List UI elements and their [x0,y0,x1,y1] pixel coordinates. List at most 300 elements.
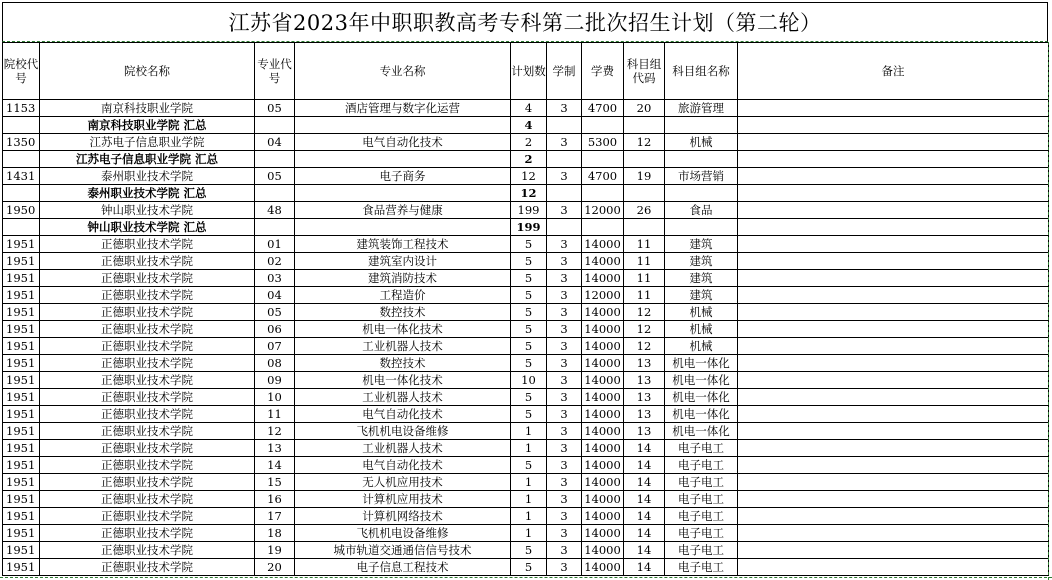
cell-group-name[interactable]: 建筑 [665,270,738,287]
cell-school[interactable]: 正德职业技术学院 [40,457,255,474]
cell-major-code[interactable] [255,219,295,236]
header-note[interactable]: 备注 [738,43,1049,100]
cell-school[interactable]: 钟山职业技术学院 [40,202,255,219]
cell-major[interactable]: 电子信息工程技术 [295,559,511,576]
cell-group-name[interactable]: 电子电工 [665,491,738,508]
cell-major-code[interactable]: 13 [255,440,295,457]
cell-years[interactable] [547,219,582,236]
cell-plan[interactable]: 10 [511,372,547,389]
cell-fee[interactable] [582,151,624,168]
cell-major-code[interactable]: 04 [255,287,295,304]
cell-group-code[interactable]: 26 [624,202,665,219]
cell-group-name[interactable]: 电子电工 [665,542,738,559]
cell-major-code[interactable]: 16 [255,491,295,508]
cell-plan[interactable]: 5 [511,236,547,253]
cell-major[interactable]: 食品营养与健康 [295,202,511,219]
cell-major[interactable] [295,117,511,134]
cell-fee[interactable]: 14000 [582,304,624,321]
cell-group-name[interactable]: 机电一体化 [665,389,738,406]
cell-code[interactable] [3,219,40,236]
cell-group-code[interactable] [624,185,665,202]
cell-group-code[interactable]: 12 [624,321,665,338]
cell-group-code[interactable] [624,151,665,168]
cell-years[interactable]: 3 [547,100,582,117]
cell-plan[interactable]: 5 [511,406,547,423]
cell-years[interactable]: 3 [547,372,582,389]
cell-major-code[interactable]: 18 [255,525,295,542]
cell-school[interactable]: 钟山职业技术学院 汇总 [40,219,255,236]
cell-years[interactable]: 3 [547,168,582,185]
cell-school[interactable]: 正德职业技术学院 [40,236,255,253]
cell-group-name[interactable]: 电子电工 [665,508,738,525]
cell-years[interactable]: 3 [547,321,582,338]
cell-group-code[interactable]: 11 [624,287,665,304]
cell-code[interactable]: 1431 [3,168,40,185]
cell-code[interactable]: 1951 [3,474,40,491]
cell-note[interactable] [738,525,1049,542]
cell-major-code[interactable]: 11 [255,406,295,423]
cell-fee[interactable]: 14000 [582,457,624,474]
cell-group-name[interactable]: 电子电工 [665,457,738,474]
cell-plan[interactable]: 4 [511,117,547,134]
cell-school[interactable]: 正德职业技术学院 [40,270,255,287]
cell-fee[interactable]: 14000 [582,270,624,287]
cell-school[interactable]: 正德职业技术学院 [40,423,255,440]
cell-plan[interactable]: 5 [511,304,547,321]
table-row-total [3,219,1049,236]
cell-years[interactable]: 3 [547,542,582,559]
cell-major[interactable]: 飞机机电设备维修 [295,423,511,440]
cell-group-code[interactable]: 13 [624,372,665,389]
cell-note[interactable] [738,559,1049,576]
cell-group-code[interactable]: 14 [624,542,665,559]
cell-major[interactable]: 电气自动化技术 [295,406,511,423]
cell-years[interactable]: 3 [547,355,582,372]
cell-note[interactable] [738,423,1049,440]
cell-years[interactable]: 3 [547,236,582,253]
table-row [3,542,1049,559]
cell-plan[interactable]: 5 [511,559,547,576]
cell-plan[interactable]: 1 [511,423,547,440]
cell-code[interactable]: 1951 [3,491,40,508]
cell-major[interactable]: 城市轨道交通通信信号技术 [295,542,511,559]
cell-major[interactable]: 酒店管理与数字化运营 [295,100,511,117]
cell-code[interactable]: 1951 [3,270,40,287]
cell-fee[interactable]: 14000 [582,253,624,270]
cell-group-code[interactable]: 13 [624,406,665,423]
cell-major[interactable]: 建筑消防技术 [295,270,511,287]
cell-years[interactable]: 3 [547,508,582,525]
cell-major[interactable]: 机电一体化技术 [295,372,511,389]
cell-group-name[interactable]: 机电一体化 [665,355,738,372]
cell-school[interactable]: 正德职业技术学院 [40,525,255,542]
cell-group-code[interactable]: 12 [624,134,665,151]
cell-group-name[interactable]: 市场营销 [665,168,738,185]
header-major[interactable]: 专业名称 [295,43,511,100]
cell-major-code[interactable]: 02 [255,253,295,270]
cell-fee[interactable]: 5300 [582,134,624,151]
cell-school[interactable]: 正德职业技术学院 [40,287,255,304]
cell-major-code[interactable]: 06 [255,321,295,338]
table-row [3,508,1049,525]
cell-code[interactable]: 1951 [3,406,40,423]
cell-fee[interactable]: 14000 [582,525,624,542]
cell-major[interactable]: 机电一体化技术 [295,321,511,338]
header-major-code[interactable]: 专业代号 [255,43,295,100]
cell-group-code[interactable]: 14 [624,457,665,474]
cell-group-name[interactable]: 机械 [665,321,738,338]
cell-code[interactable]: 1350 [3,134,40,151]
cell-fee[interactable]: 12000 [582,287,624,304]
cell-group-name[interactable] [665,151,738,168]
cell-group-name[interactable] [665,185,738,202]
cell-years[interactable] [547,185,582,202]
cell-major[interactable]: 电子商务 [295,168,511,185]
cell-group-code[interactable] [624,117,665,134]
cell-group-name[interactable]: 电子电工 [665,525,738,542]
cell-code[interactable]: 1950 [3,202,40,219]
cell-group-code[interactable]: 11 [624,270,665,287]
cell-major[interactable]: 无人机应用技术 [295,474,511,491]
cell-major-code[interactable]: 03 [255,270,295,287]
cell-group-name[interactable]: 机电一体化 [665,372,738,389]
cell-group-code[interactable]: 12 [624,304,665,321]
cell-note[interactable] [738,100,1049,117]
cell-code[interactable]: 1951 [3,372,40,389]
cell-school[interactable]: 正德职业技术学院 [40,440,255,457]
cell-years[interactable] [547,117,582,134]
cell-group-code[interactable]: 19 [624,168,665,185]
cell-major[interactable]: 工程造价 [295,287,511,304]
cell-fee[interactable]: 14000 [582,389,624,406]
cell-group-code[interactable]: 14 [624,491,665,508]
cell-fee[interactable] [582,185,624,202]
cell-major[interactable] [295,151,511,168]
cell-fee[interactable]: 14000 [582,372,624,389]
cell-plan[interactable]: 1 [511,491,547,508]
cell-school[interactable]: 正德职业技术学院 [40,474,255,491]
cell-major-code[interactable]: 20 [255,559,295,576]
cell-school[interactable]: 南京科技职业学院 汇总 [40,117,255,134]
cell-major-code[interactable]: 07 [255,338,295,355]
cell-major[interactable]: 数控技术 [295,355,511,372]
cell-group-name[interactable]: 建筑 [665,236,738,253]
cell-plan[interactable]: 5 [511,457,547,474]
cell-code[interactable]: 1951 [3,355,40,372]
cell-major-code[interactable]: 15 [255,474,295,491]
cell-group-code[interactable]: 13 [624,355,665,372]
cell-plan[interactable]: 5 [511,542,547,559]
cell-note[interactable] [738,457,1049,474]
cell-group-code[interactable]: 11 [624,253,665,270]
cell-group-name[interactable]: 电子电工 [665,474,738,491]
cell-major[interactable]: 建筑装饰工程技术 [295,236,511,253]
sheet-title: 江苏省2023年中职职教高考专科第二批次招生计划（第二轮） [2,2,1048,42]
cell-note[interactable] [738,236,1049,253]
cell-years[interactable] [547,151,582,168]
cell-code[interactable] [3,185,40,202]
cell-group-name[interactable]: 电子电工 [665,440,738,457]
cell-major[interactable]: 数控技术 [295,304,511,321]
cell-note[interactable] [738,406,1049,423]
cell-major[interactable]: 电气自动化技术 [295,457,511,474]
cell-fee[interactable]: 14000 [582,440,624,457]
table-row [3,559,1049,576]
cell-major[interactable]: 工业机器人技术 [295,389,511,406]
cell-plan[interactable]: 12 [511,168,547,185]
header-years[interactable]: 学制 [547,43,582,100]
cell-fee[interactable]: 14000 [582,406,624,423]
cell-code[interactable]: 1951 [3,525,40,542]
cell-fee[interactable]: 4700 [582,168,624,185]
cell-note[interactable] [738,185,1049,202]
cell-major[interactable]: 工业机器人技术 [295,338,511,355]
cell-fee[interactable]: 12000 [582,202,624,219]
cell-major[interactable]: 工业机器人技术 [295,440,511,457]
cell-group-code[interactable]: 14 [624,440,665,457]
cell-code[interactable]: 1951 [3,423,40,440]
cell-plan[interactable]: 1 [511,474,547,491]
cell-major-code[interactable]: 19 [255,542,295,559]
cell-note[interactable] [738,474,1049,491]
cell-school[interactable]: 泰州职业技术学院 汇总 [40,185,255,202]
cell-plan[interactable]: 2 [511,134,547,151]
cell-years[interactable]: 3 [547,559,582,576]
cell-school[interactable]: 正德职业技术学院 [40,321,255,338]
cell-plan[interactable]: 5 [511,270,547,287]
cell-note[interactable] [738,151,1049,168]
cell-years[interactable]: 3 [547,423,582,440]
table-body [3,100,1049,576]
cell-years[interactable]: 3 [547,440,582,457]
cell-school[interactable]: 正德职业技术学院 [40,355,255,372]
cell-fee[interactable]: 14000 [582,508,624,525]
cell-school[interactable]: 正德职业技术学院 [40,491,255,508]
header-group-name[interactable]: 科目组名称 [665,43,738,100]
cell-plan[interactable]: 5 [511,287,547,304]
cell-school[interactable]: 南京科技职业学院 [40,100,255,117]
cell-fee[interactable]: 14000 [582,338,624,355]
cell-plan[interactable]: 2 [511,151,547,168]
cell-note[interactable] [738,304,1049,321]
cell-school[interactable]: 江苏电子信息职业学院 [40,134,255,151]
cell-code[interactable]: 1951 [3,440,40,457]
cell-major-code[interactable]: 05 [255,304,295,321]
cell-note[interactable] [738,440,1049,457]
cell-group-code[interactable]: 14 [624,474,665,491]
cell-major-code[interactable]: 05 [255,100,295,117]
cell-note[interactable] [738,168,1049,185]
cell-group-name[interactable] [665,117,738,134]
cell-fee[interactable]: 4700 [582,100,624,117]
cell-school[interactable]: 正德职业技术学院 [40,338,255,355]
cell-group-name[interactable]: 机械 [665,134,738,151]
cell-plan[interactable]: 1 [511,525,547,542]
cell-years[interactable]: 3 [547,202,582,219]
cell-major-code[interactable]: 05 [255,168,295,185]
cell-years[interactable]: 3 [547,304,582,321]
cell-plan[interactable]: 5 [511,355,547,372]
cell-major[interactable] [295,185,511,202]
cell-years[interactable]: 3 [547,406,582,423]
cell-plan[interactable]: 199 [511,202,547,219]
cell-note[interactable] [738,491,1049,508]
cell-group-name[interactable]: 食品 [665,202,738,219]
header-group-code[interactable]: 科目组代码 [624,43,665,100]
cell-note[interactable] [738,134,1049,151]
cell-major[interactable]: 建筑室内设计 [295,253,511,270]
cell-group-name[interactable] [665,219,738,236]
table-row-total [3,151,1049,168]
cell-fee[interactable]: 14000 [582,423,624,440]
cell-group-code[interactable]: 13 [624,389,665,406]
cell-group-name[interactable]: 建筑 [665,253,738,270]
cell-group-code[interactable]: 13 [624,423,665,440]
cell-major[interactable]: 电气自动化技术 [295,134,511,151]
cell-school[interactable]: 正德职业技术学院 [40,253,255,270]
cell-note[interactable] [738,372,1049,389]
cell-group-name[interactable]: 机械 [665,338,738,355]
cell-plan[interactable]: 1 [511,508,547,525]
cell-note[interactable] [738,287,1049,304]
cell-code[interactable]: 1951 [3,389,40,406]
cell-major-code[interactable] [255,117,295,134]
cell-major[interactable]: 计算机应用技术 [295,491,511,508]
header-plan[interactable]: 计划数 [511,43,547,100]
enrollment-table [2,42,1049,576]
cell-school[interactable]: 正德职业技术学院 [40,508,255,525]
cell-code[interactable] [3,117,40,134]
cell-major-code[interactable]: 08 [255,355,295,372]
table-row-total [3,117,1049,134]
cell-note[interactable] [738,508,1049,525]
cell-major[interactable]: 计算机网络技术 [295,508,511,525]
cell-years[interactable]: 3 [547,270,582,287]
cell-code[interactable] [3,151,40,168]
cell-fee[interactable] [582,219,624,236]
cell-fee[interactable]: 14000 [582,542,624,559]
cell-group-code[interactable]: 14 [624,559,665,576]
cell-fee[interactable]: 14000 [582,559,624,576]
cell-years[interactable]: 3 [547,287,582,304]
cell-major-code[interactable]: 12 [255,423,295,440]
cell-major[interactable]: 飞机机电设备维修 [295,525,511,542]
header-fee[interactable]: 学费 [582,43,624,100]
cell-group-name[interactable]: 机电一体化 [665,423,738,440]
cell-years[interactable]: 3 [547,525,582,542]
cell-fee[interactable]: 14000 [582,236,624,253]
header-school[interactable]: 院校名称 [40,43,255,100]
cell-plan[interactable]: 1 [511,440,547,457]
cell-major-code[interactable]: 14 [255,457,295,474]
cell-code[interactable]: 1951 [3,236,40,253]
cell-group-code[interactable]: 14 [624,508,665,525]
cell-code[interactable]: 1951 [3,559,40,576]
cell-code[interactable]: 1951 [3,321,40,338]
cell-plan[interactable]: 5 [511,389,547,406]
cell-major-code[interactable] [255,151,295,168]
cell-plan[interactable]: 5 [511,321,547,338]
cell-years[interactable]: 3 [547,389,582,406]
cell-group-name[interactable]: 机电一体化 [665,406,738,423]
cell-fee[interactable]: 14000 [582,491,624,508]
cell-code[interactable]: 1951 [3,457,40,474]
cell-group-code[interactable]: 14 [624,525,665,542]
cell-code[interactable]: 1951 [3,253,40,270]
cell-note[interactable] [738,338,1049,355]
cell-code[interactable]: 1951 [3,542,40,559]
cell-school[interactable]: 正德职业技术学院 [40,542,255,559]
cell-school[interactable]: 江苏电子信息职业学院 汇总 [40,151,255,168]
cell-note[interactable] [738,202,1049,219]
cell-note[interactable] [738,389,1049,406]
cell-fee[interactable] [582,117,624,134]
cell-major-code[interactable]: 01 [255,236,295,253]
cell-years[interactable]: 3 [547,338,582,355]
cell-code[interactable]: 1153 [3,100,40,117]
cell-note[interactable] [738,321,1049,338]
cell-group-name[interactable]: 机械 [665,304,738,321]
cell-years[interactable]: 3 [547,491,582,508]
cell-plan[interactable]: 199 [511,219,547,236]
cell-major[interactable] [295,219,511,236]
cell-major-code[interactable]: 09 [255,372,295,389]
cell-major-code[interactable]: 04 [255,134,295,151]
cell-code[interactable]: 1951 [3,338,40,355]
table-row [3,287,1049,304]
cell-group-name[interactable]: 旅游管理 [665,100,738,117]
cell-major-code[interactable]: 17 [255,508,295,525]
cell-major-code[interactable]: 10 [255,389,295,406]
cell-group-code[interactable]: 12 [624,338,665,355]
cell-major-code[interactable] [255,185,295,202]
cell-fee[interactable]: 14000 [582,474,624,491]
cell-school[interactable]: 正德职业技术学院 [40,559,255,576]
cell-group-name[interactable]: 电子电工 [665,559,738,576]
cell-group-code[interactable] [624,219,665,236]
cell-years[interactable]: 3 [547,457,582,474]
cell-note[interactable] [738,117,1049,134]
cell-school[interactable]: 正德职业技术学院 [40,406,255,423]
cell-school[interactable]: 正德职业技术学院 [40,389,255,406]
cell-note[interactable] [738,219,1049,236]
cell-school[interactable]: 正德职业技术学院 [40,304,255,321]
cell-code[interactable]: 1951 [3,508,40,525]
cell-code[interactable]: 1951 [3,304,40,321]
cell-group-code[interactable]: 11 [624,236,665,253]
cell-years[interactable]: 3 [547,134,582,151]
cell-years[interactable]: 3 [547,474,582,491]
cell-note[interactable] [738,542,1049,559]
cell-note[interactable] [738,253,1049,270]
cell-group-code[interactable]: 20 [624,100,665,117]
cell-major-code[interactable]: 48 [255,202,295,219]
cell-fee[interactable]: 14000 [582,355,624,372]
cell-note[interactable] [738,355,1049,372]
cell-plan[interactable]: 12 [511,185,547,202]
cell-years[interactable]: 3 [547,253,582,270]
cell-group-name[interactable]: 建筑 [665,287,738,304]
cell-school[interactable]: 泰州职业技术学院 [40,168,255,185]
cell-plan[interactable]: 5 [511,338,547,355]
cell-note[interactable] [738,270,1049,287]
cell-fee[interactable]: 14000 [582,321,624,338]
cell-school[interactable]: 正德职业技术学院 [40,372,255,389]
cell-plan[interactable]: 5 [511,253,547,270]
cell-code[interactable]: 1951 [3,287,40,304]
cell-plan[interactable]: 4 [511,100,547,117]
header-code[interactable]: 院校代号 [3,43,40,100]
